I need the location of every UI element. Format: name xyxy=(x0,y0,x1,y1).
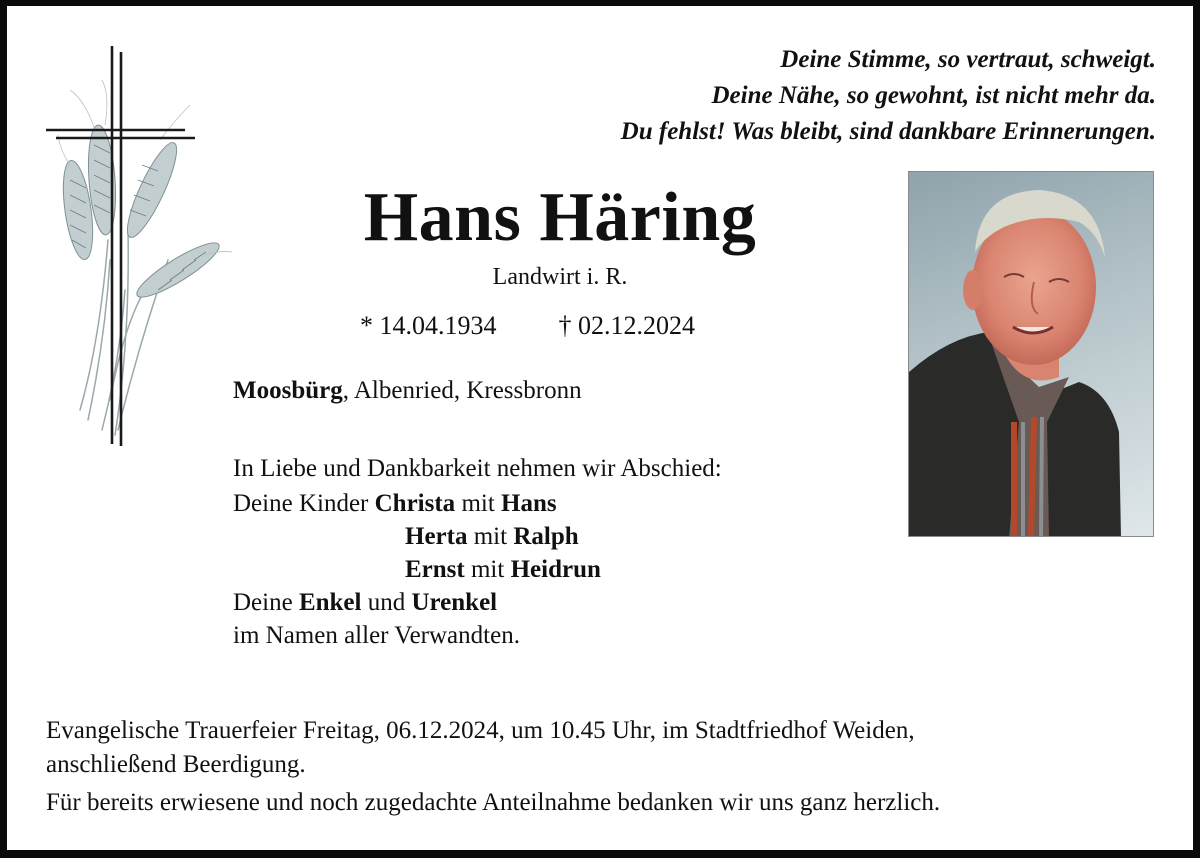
service-line: anschließend Beerdigung. xyxy=(46,751,306,778)
death-date: † 02.12.2024 xyxy=(558,311,695,340)
deceased-occupation: Landwirt i. R. xyxy=(492,264,628,290)
partner-name: Ralph xyxy=(513,523,579,550)
partner-name: Hans xyxy=(501,490,557,517)
child-name: Christa xyxy=(374,490,456,517)
deceased-name: Hans Häring xyxy=(363,179,757,256)
child-name: Herta xyxy=(405,523,468,550)
portrait-photo xyxy=(908,171,1154,537)
poem-line: Deine Stimme, so vertraut, schweigt. xyxy=(780,46,1156,73)
mourners-block xyxy=(233,452,722,652)
partner-name: Heidrun xyxy=(510,556,601,583)
funeral-service-info xyxy=(46,714,915,782)
birth-date: * 14.04.1934 xyxy=(360,311,497,340)
farewell-intro: In Liebe und Dankbarkeit nehmen wir Abschied: xyxy=(233,455,722,482)
relatives-closing: im Namen aller Verwandten. xyxy=(233,622,520,649)
poem-line: Deine Nähe, so gewohnt, ist nicht mehr da. xyxy=(711,82,1156,109)
dagger-icon: † xyxy=(558,311,572,340)
child-name: Ernst xyxy=(405,556,465,583)
thanks-note: Für bereits erwiesene und noch zugedachte Anteilnahme bedanken wir uns ganz herzlich. xyxy=(46,789,941,816)
children-row: Deine Kinder Christa mit Hans xyxy=(233,490,557,517)
poem-line: Du fehlst! Was bleibt, sind dankbare Erinnerungen. xyxy=(620,118,1156,145)
memorial-poem xyxy=(621,42,1156,150)
residence-places xyxy=(233,375,582,407)
grandchildren-row: Deine Enkel und Urenkel xyxy=(233,589,498,616)
cross-with-wheat-icon xyxy=(40,40,240,460)
birth-star-icon: * xyxy=(360,311,373,340)
children-row: Herta mit Ralph xyxy=(405,523,579,550)
children-row: Ernst mit Heidrun xyxy=(405,556,601,583)
other-places: , Albenried, Kressbronn xyxy=(342,377,582,404)
primary-place: Moosbürg xyxy=(233,377,343,404)
life-dates xyxy=(360,310,695,342)
service-line: Evangelische Trauerfeier Freitag, 06.12.2024, um 10.45 Uhr, im Stadtfriedhof Weiden, xyxy=(46,717,915,744)
portrait-image xyxy=(909,172,1154,537)
